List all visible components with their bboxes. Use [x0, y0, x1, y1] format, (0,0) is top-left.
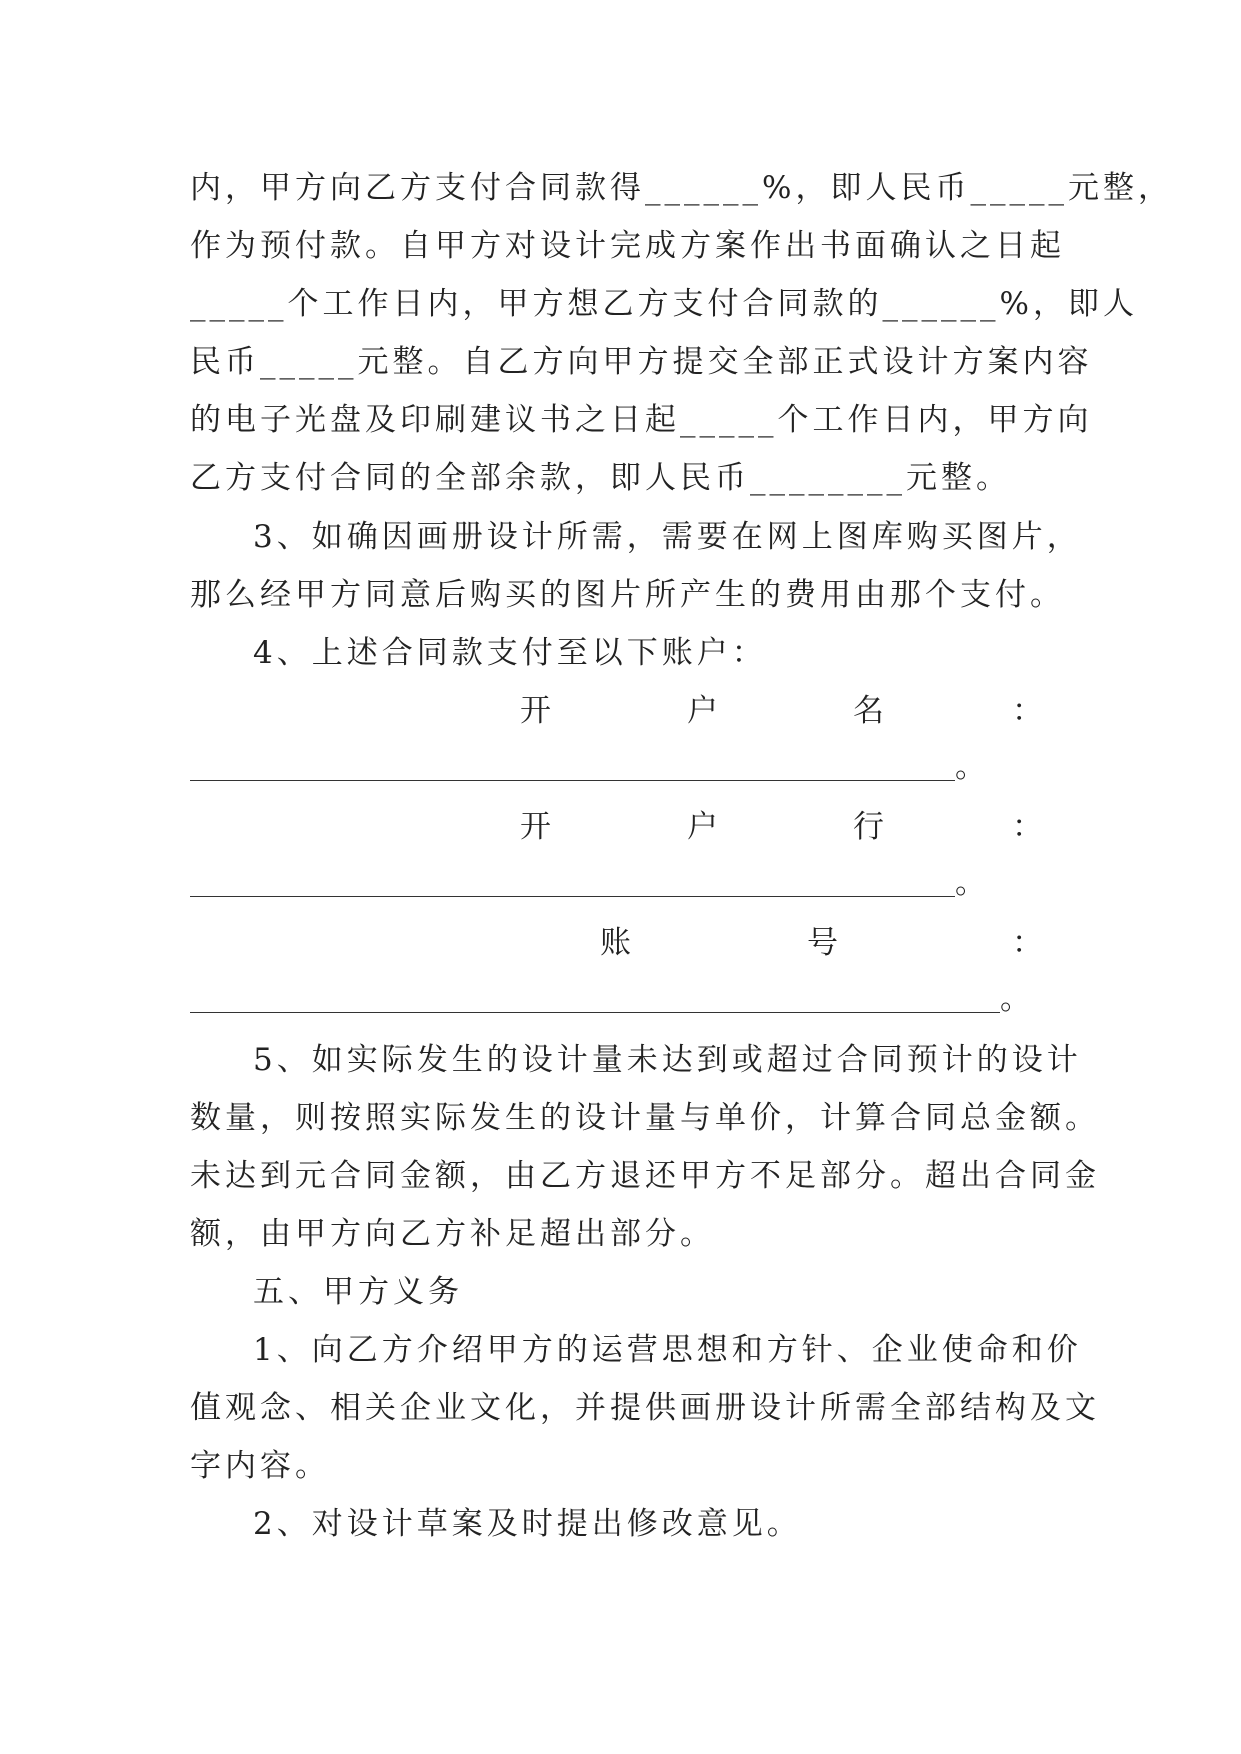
- blank-line: [190, 1012, 1000, 1013]
- paragraph-line: 额，由甲方向乙方补足超出部分。: [190, 1216, 715, 1252]
- paragraph-line: 数量，则按照实际发生的设计量与单价，计算合同总金额。: [190, 1100, 1100, 1136]
- account-label-char: 开: [520, 693, 551, 729]
- paragraph-line: 乙方支付合同的全部余款，即人民币________元整。: [190, 460, 1011, 496]
- paragraph-line: 的电子光盘及印刷建议书之日起_____个工作日内，甲方向: [190, 402, 1093, 438]
- account-name-label: [190, 691, 1043, 731]
- account-bank-blank: [190, 865, 990, 905]
- account-name-blank: [190, 749, 990, 789]
- account-label-char: 账: [600, 925, 631, 961]
- paragraph-line: 作为预付款。自甲方对设计完成方案作出书面确认之日起: [190, 228, 1065, 264]
- account-label-char: ：: [1012, 809, 1043, 845]
- account-bank-label: [190, 807, 1043, 847]
- section-heading: 五、甲方义务: [253, 1274, 463, 1310]
- account-label-char: 名: [853, 693, 884, 729]
- paragraph-line: 未达到元合同金额，由乙方退还甲方不足部分。超出合同金: [190, 1158, 1100, 1194]
- paragraph-line: 那么经甲方同意后购买的图片所产生的费用由那个支付。: [190, 577, 1065, 613]
- paragraph-line: 5、如实际发生的设计量未达到或超过合同预计的设计: [253, 1042, 1082, 1078]
- end-mark: 。: [955, 865, 986, 901]
- account-label-char: ：: [1012, 693, 1043, 729]
- paragraph-line: 2、对设计草案及时提出修改意见。: [253, 1506, 802, 1542]
- paragraph-line: _____个工作日内，甲方想乙方支付合同款的______%，即人: [190, 286, 1138, 322]
- paragraph-line: 1、向乙方介绍甲方的运营思想和方针、企业使命和价: [253, 1332, 1082, 1368]
- end-mark: 。: [1000, 981, 1031, 1017]
- paragraph-line: 字内容。: [190, 1448, 330, 1484]
- blank-line: [190, 780, 955, 781]
- account-label-char: ：: [1012, 925, 1043, 961]
- paragraph-line: 民币_____元整。自乙方向甲方提交全部正式设计方案内容: [190, 344, 1093, 380]
- end-mark: 。: [955, 749, 986, 785]
- account-label-char: 号: [807, 925, 838, 961]
- account-label-char: 户: [687, 809, 718, 845]
- paragraph-line: 4、上述合同款支付至以下账户：: [253, 635, 767, 671]
- account-label-char: 行: [853, 809, 884, 845]
- account-label-char: 开: [520, 809, 551, 845]
- paragraph-line: 内，甲方向乙方支付合同款得______%，即人民币_____元整，: [190, 170, 1173, 206]
- account-label-char: 户: [687, 693, 718, 729]
- account-number-blank: [190, 981, 1040, 1021]
- blank-line: [190, 896, 955, 897]
- paragraph-line: 3、如确因画册设计所需，需要在网上图库购买图片，: [253, 519, 1082, 555]
- account-number-label: [190, 923, 1043, 963]
- paragraph-line: 值观念、相关企业文化，并提供画册设计所需全部结构及文: [190, 1390, 1100, 1426]
